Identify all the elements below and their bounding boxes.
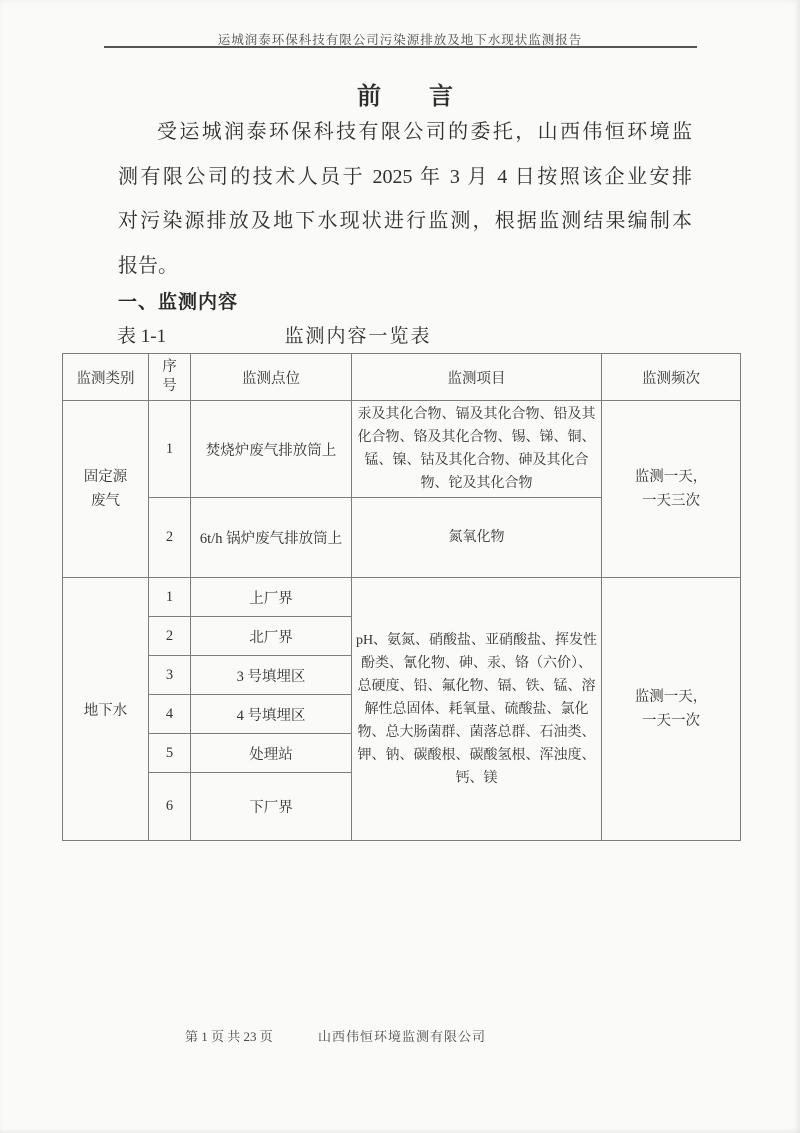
cell-frequency-groundwater-text: 监测一天，一天一次 (634, 689, 708, 729)
cell-point: 焚烧炉废气排放筒上 (191, 401, 352, 498)
table-row (63, 401, 741, 498)
cell-serial: 3 (149, 656, 191, 695)
cell-point: 4 号填埋区 (191, 695, 352, 734)
cell-point: 下厂界 (191, 773, 352, 841)
header-cell-frequency: 监测频次 (602, 354, 741, 401)
paragraph-line: 受运城润泰环保科技有限公司的委托，山西伟恒环境监 (157, 121, 692, 143)
cell-serial: 1 (149, 578, 191, 617)
table-row (63, 578, 741, 617)
header-cell-serial-text: 序号 (162, 359, 177, 394)
header-cell-point: 监测点位 (191, 354, 352, 401)
cell-point: 处理站 (191, 734, 352, 773)
cell-serial: 6 (149, 773, 191, 841)
table-caption-label: 表 1-1 (117, 326, 167, 347)
header-cell-items: 监测项目 (352, 354, 602, 401)
cell-items-groundwater: pH、氨氮、硝酸盐、亚硝酸盐、挥发性酚类、氰化物、砷、汞、铬（六价）、总硬度、铅、氟化物、镉、铁、锰、溶解性总固体、耗氧量、硫酸盐、氯化物、总大肠菌群、菌落总群、石油类、钾、钠、碳酸根、碳酸氢根、浑浊度、钙、镁 (352, 578, 602, 841)
section-heading-monitoring-content: 一、监测内容 (118, 292, 239, 313)
cell-point: 6t/h 锅炉废气排放筒上 (191, 498, 352, 578)
cell-serial: 4 (149, 695, 191, 734)
cell-point: 3 号填埋区 (191, 656, 352, 695)
header-cell-serial (149, 354, 191, 401)
cell-category-groundwater: 地下水 (63, 578, 149, 841)
cell-category-waste-gas (63, 401, 149, 578)
monitoring-content-table (62, 353, 741, 841)
cell-serial: 5 (149, 734, 191, 773)
cell-serial: 2 (149, 617, 191, 656)
page-header-title: 运城润泰环保科技有限公司污染源排放及地下水现状监测报告 (217, 33, 583, 47)
table-caption (62, 321, 740, 348)
cell-items: 汞及其化合物、镉及其化合物、铅及其化合物、铬及其化合物、锡、锑、铜、锰、镍、钴及其化合物、砷及其化合物、铊及其化合物 (352, 401, 602, 498)
preface-title: 前 言 (357, 84, 453, 110)
paragraph-line: 测有限公司的技术人员于 2025 年 3 月 4 日按照该企业安排 (118, 165, 692, 188)
paragraph-line: 对污染源排放及地下水现状进行监测，根据监测结果编制本 (118, 210, 692, 232)
paragraph-line: 报告。 (118, 254, 178, 277)
table-header-row (63, 354, 741, 401)
footer-page-number: 第 1 页 共 23 页 (185, 1029, 273, 1044)
cell-items: 氮氧化物 (352, 498, 602, 578)
cell-frequency-waste-gas (602, 401, 741, 578)
cell-serial: 1 (149, 401, 191, 498)
cell-frequency-waste-gas-text: 监测一天，一天三次 (634, 469, 708, 509)
cell-frequency-groundwater (602, 578, 741, 841)
header-rule (104, 46, 697, 48)
table-caption-title: 监测内容一览表 (284, 326, 432, 347)
header-cell-category: 监测类别 (63, 354, 149, 401)
page-footer (185, 1026, 486, 1045)
cell-point: 上厂界 (191, 578, 352, 617)
cell-serial: 2 (149, 498, 191, 578)
preface-paragraph (118, 110, 692, 288)
footer-company-name: 山西伟恒环境监测有限公司 (318, 1029, 487, 1044)
cell-point: 北厂界 (191, 617, 352, 656)
cell-category-waste-gas-text: 固定源废气 (83, 469, 128, 509)
